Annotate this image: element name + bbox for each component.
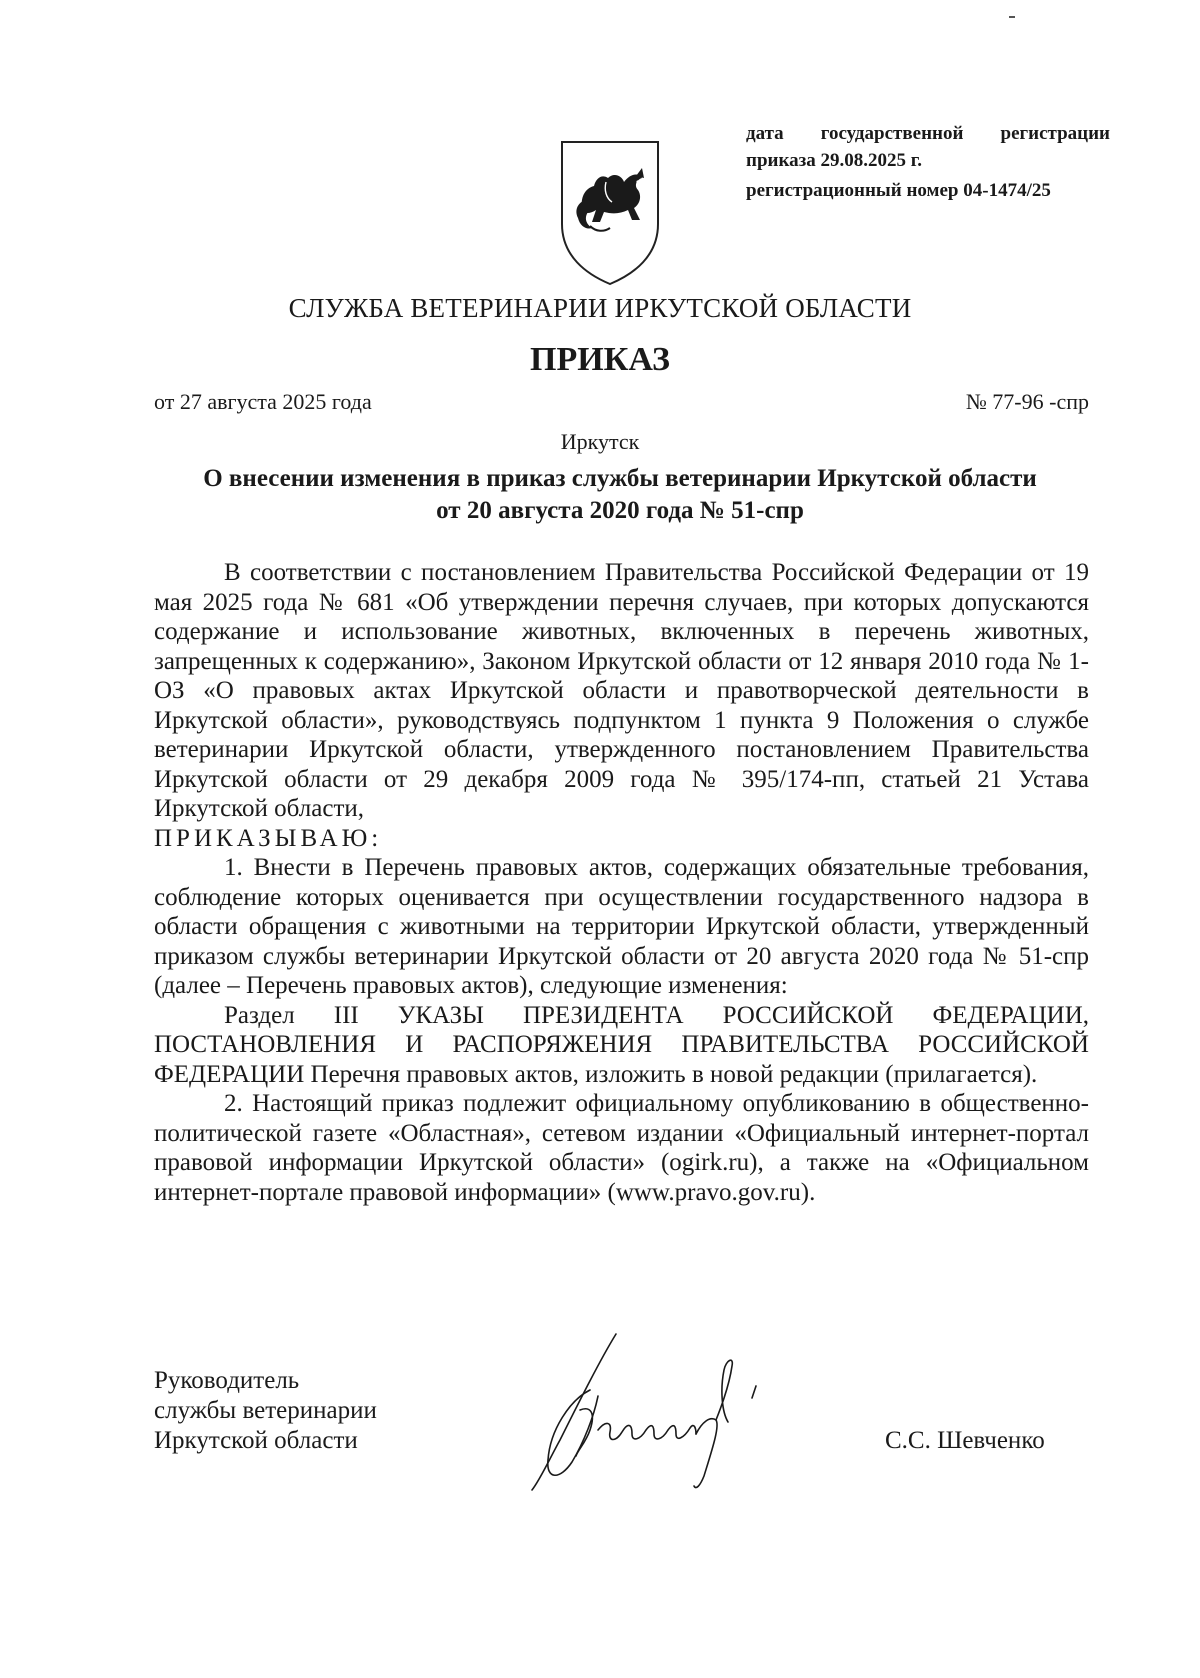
agency-name: СЛУЖБА ВЕТЕРИНАРИИ ИРКУТСКОЙ ОБЛАСТИ bbox=[288, 293, 912, 323]
order-date: от 27 августа 2025 года bbox=[154, 389, 372, 414]
signatory-title bbox=[154, 1366, 377, 1456]
order-city: Иркутск bbox=[560, 429, 640, 454]
order-title-line2: от 20 августа 2020 года № 51-спр bbox=[436, 497, 804, 524]
item-1-paragraph: 1. Внести в Перечень правовых актов, содержащих обязательные требования, соблюдение которых оценивается при осуществлении государственного надзора в области обращения с животными на территории Иркутской области, утвержденный приказом службы ветеринарии Иркутской области от 20 августа 2020 года № 51-спр (далее – Перечень правовых актов), следующие изменения: bbox=[154, 854, 1089, 999]
signatory-title-line1: Руководитель bbox=[154, 1367, 300, 1394]
registration-number: регистрационный номер 04-1474/25 bbox=[746, 180, 1051, 201]
registration-date: приказа 29.08.2025 г. bbox=[746, 150, 922, 171]
order-title-line1: О внесении изменения в приказ службы ветеринарии Иркутской области bbox=[203, 465, 1037, 492]
preamble-paragraph: В соответствии с постановлением Правительства Российской Федерации от 19 мая 2025 года № 681 «Об утверждении перечня случаев, при которых допускаются содержание и использование животных, включенных в перечень животных, запрещенных к содержанию», Законом Иркутской области от 12 января 2010 года № 1-ОЗ «О правовых актах Иркутской области и правотворческой деятельности в Иркутской области», руководствуясь подпунктом 1 пункта 9 Положения о службе ветеринарии Иркутской области, утвержденного постановлением Правительства Иркутской области от 29 декабря 2009 года № 395/174-пп, статьей 21 Устава Иркутской области, bbox=[154, 559, 1089, 822]
scan-speck bbox=[1009, 16, 1015, 18]
signatory-name: С.С. Шевченко bbox=[885, 1427, 1045, 1454]
registration-date-label: дата государственной регистрации bbox=[746, 123, 1110, 144]
signatory-title-line3: Иркутской области bbox=[154, 1427, 358, 1454]
order-title bbox=[140, 463, 1100, 527]
item-2-paragraph: 2. Настоящий приказ подлежит официальному опубликованию в общественно-политической газете «Областная», сетевом издании «Официальный интернет-портал правовой информации Иркутской области» (ogirk.ru), а также на «Официальном интернет-портале правовой информации» (www.pravo.gov.ru). bbox=[154, 1090, 1089, 1206]
handwritten-signature bbox=[520, 1330, 790, 1500]
order-body bbox=[154, 558, 1089, 1207]
order-number: № 77-96 -спр bbox=[965, 389, 1089, 414]
item-1-section-paragraph: Раздел III УКАЗЫ ПРЕЗИДЕНТА РОССИЙСКОЙ ФЕДЕРАЦИИ, ПОСТАНОВЛЕНИЯ И РАСПОРЯЖЕНИЯ ПРАВИТЕЛЬСТВА РОССИЙСКОЙ ФЕДЕРАЦИИ Перечня правовых актов, изложить в новой редакции (прилагается). bbox=[154, 1001, 1089, 1088]
signatory-title-line2: службы ветеринарии bbox=[154, 1397, 377, 1424]
order-word: ПРИКАЗЫВАЮ: bbox=[154, 824, 383, 852]
irkutsk-coat-of-arms-icon bbox=[556, 138, 664, 288]
document-type: ПРИКАЗ bbox=[530, 341, 670, 378]
